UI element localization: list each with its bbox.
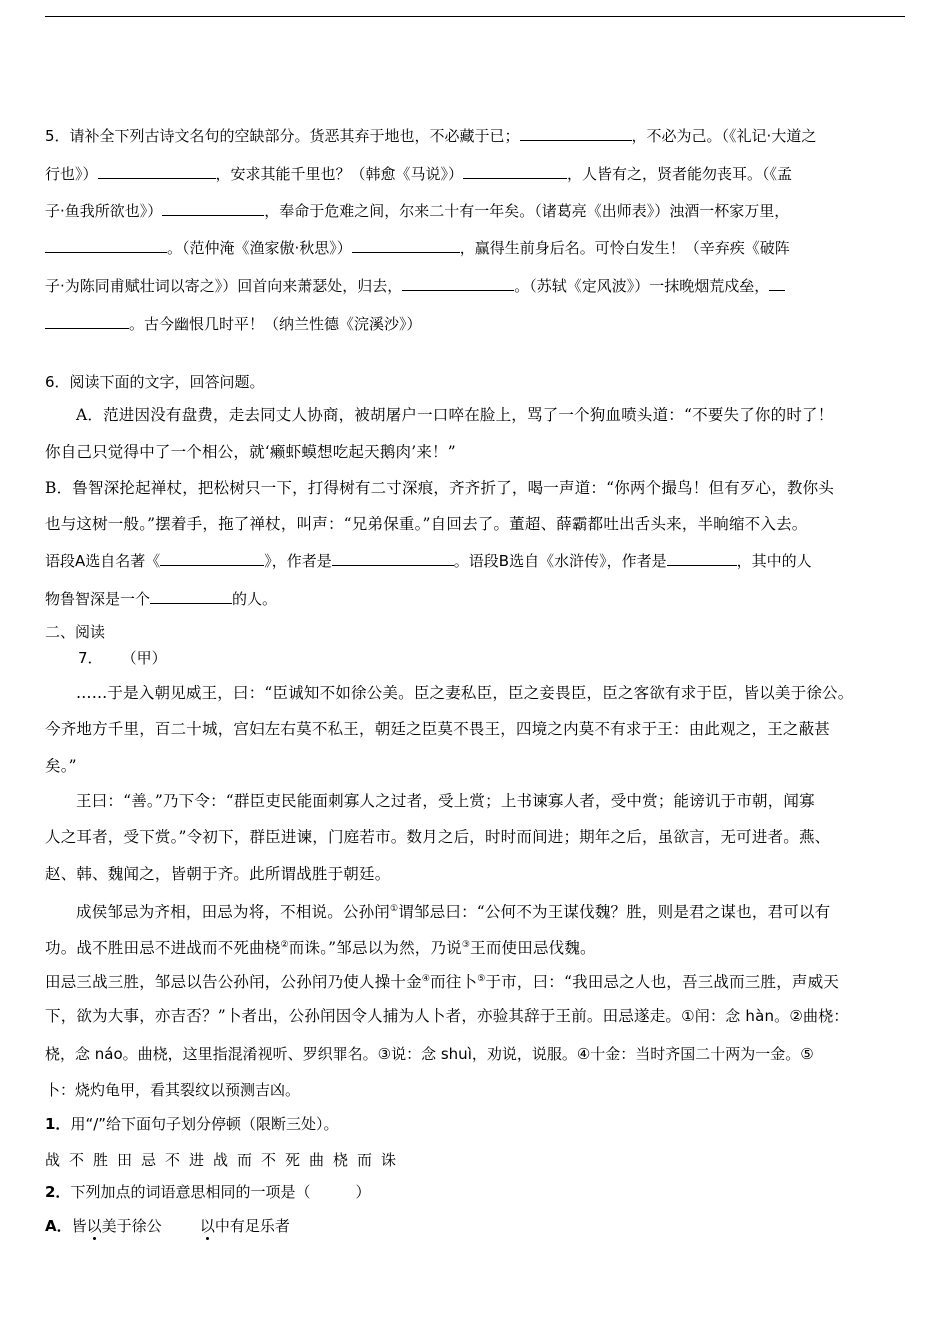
blank[interactable]	[769, 276, 785, 291]
blank[interactable]	[98, 164, 216, 179]
blank[interactable]	[160, 551, 264, 566]
q5-line-3: 子·鱼我所欲也》） ，奉命于危难之间，尔来二十有一年矣。（诸葛亮《出师表》）浊酒一杯家万里，	[45, 202, 790, 220]
section-title: 二、阅读	[45, 623, 106, 641]
q5-line-5: 子·为陈同甫赋壮词以寄之》）回首向来萧瑟处，归去， 。（苏轼《定风波》）一抹晚烟荒戍垒，	[45, 276, 785, 296]
q6-passage-a-2: 你自己只觉得中了一个相公，就‘癞虾蟆想吃起天鹅肉’来！”	[45, 443, 456, 461]
q7-heading: 7． （甲）	[78, 649, 167, 667]
q7-p2-line-1: 王曰：“善。”乃下令：“群臣吏民能面刺寡人之过者，受上赏；上书谏寡人者，受中赏；能谤讥于市朝，闻寡	[76, 792, 815, 810]
sub-question-1: 1．用“/”给下面句子划分停顿（限断三处）。	[45, 1115, 339, 1133]
blank[interactable]	[463, 164, 567, 179]
q7-p2-line-3: 赵、韩、魏闻之，皆朝于齐。此所谓战胜于朝廷。	[45, 865, 391, 883]
q6-question-2: 物鲁智深是一个 的人。	[45, 590, 278, 608]
q5-line-2: 行也》） ，安求其能千里也？（韩愈《马说》） ，人皆有之，贤者能勿丧耳。（《孟	[45, 165, 793, 183]
q7-p1-line-1: ……于是入朝见威王，曰：“臣诚知不如徐公美。臣之妻私臣，臣之妾畏臣，臣之客欲有求于臣，皆以美于徐公。	[76, 684, 854, 702]
q7-p3-line-2: 功。战不胜田忌不进战而不死曲桡②而诛。”邹忌以为然，乃说③王而使田忌伐魏。	[45, 939, 596, 957]
q7-footnote-3: 卜：烧灼龟甲，看其裂纹以预测吉凶。	[45, 1081, 301, 1099]
emphasis-dot-word: 以	[199, 1217, 215, 1235]
q7-footnote-2: 桡，念 náo。曲桡，这里指混淆视听、罗织罪名。③说：念 shuì，劝说，说服。④十金：当时齐国二十两为一金。⑤	[45, 1045, 814, 1063]
blank[interactable]	[332, 551, 454, 566]
q7-p1-line-3: 矣。”	[45, 757, 77, 775]
blank[interactable]	[162, 201, 264, 216]
emphasis-dot-word: 以	[86, 1217, 102, 1235]
q7-p2-line-2: 人之耳者，受下赏。”令初下，群臣进谏，门庭若市。数月之后，时时而间进；期年之后，虽欲言，无可进者。燕、	[45, 828, 831, 846]
q6-passage-b-2: 也与这树一般。”摆着手，拖了禅杖，叫声：“兄弟保重。”自回去了。董超、薛霸都吐出舌头来，半晌缩不入去。	[45, 515, 808, 533]
blank[interactable]	[150, 589, 232, 604]
q6-question-1: 语段A选自名著《 》，作者是 。语段B选自《水浒传》，作者是 ，其中的人	[45, 552, 812, 570]
blank[interactable]	[520, 126, 632, 141]
blank[interactable]	[352, 238, 460, 253]
blank[interactable]	[45, 314, 129, 329]
option-a[interactable]: A．皆以美于徐公 以中有足乐者	[45, 1217, 290, 1235]
footnote-start: ①闬：念 hàn。②曲桡：	[681, 1007, 849, 1025]
q6-title: 6．阅读下面的文字，回答问题。	[45, 373, 265, 391]
blank[interactable]	[667, 551, 737, 566]
blank[interactable]	[45, 238, 167, 253]
q7-p3-line-1: 成侯邹忌为齐相，田忌为将，不相说。公孙闬①谓邹忌曰：“公何不为王谋伐魏？胜，则是君之谋也，君可以有	[76, 903, 831, 921]
q7-p1-line-2: 今齐地方千里，百二十城，宫妇左右莫不私王，朝廷之臣莫不畏王，四境之内莫不有求于王：由此观之，王之蔽甚	[45, 720, 831, 738]
q7-p4-line-1: 田忌三战三胜，邹忌以告公孙闬，公孙闬乃使人操十金④而往卜⑤于市，曰：“我田忌之人也，吾三战而三胜，声威天	[45, 973, 840, 991]
q7-p4-line-2: 下，欲为大事，亦吉否？”卜者出，公孙闬因令人捕为人卜者，亦验其辞于王前。田忌遂走。①闬：念 hàn。②曲桡：	[45, 1007, 849, 1025]
blank[interactable]	[402, 276, 514, 291]
header-rule	[45, 16, 905, 17]
q5-line-4: 。（范仲淹《渔家傲·秋思》） ，赢得生前身后名。可怜白发生！（辛弃疾《破阵	[45, 238, 790, 258]
q6-passage-a-1: A．范进因没有盘费，走去同丈人协商，被胡屠户一口啐在脸上，骂了一个狗血喷头道：“不要失了你的时了！	[76, 406, 834, 424]
q5-line-6: 。古今幽恨几时平！（纳兰性德《浣溪沙》）	[45, 314, 422, 334]
sub-question-1-sentence[interactable]: 战不胜田忌不进战而不死曲桡而诛	[45, 1151, 406, 1169]
sub-question-2: 2．下列加点的词语意思相同的一项是（ ）	[45, 1183, 371, 1201]
q5-line-1: 5．请补全下列古诗文名句的空缺部分。货恶其弃于地也，不必藏于已； ，不必为己。（《礼记·大道之	[45, 127, 817, 145]
q6-passage-b-1: B．鲁智深抡起禅杖，把松树只一下，打得树有二寸深痕，齐齐折了，喝一声道：“你两个撮鸟！但有歹心，教你头	[45, 479, 835, 497]
